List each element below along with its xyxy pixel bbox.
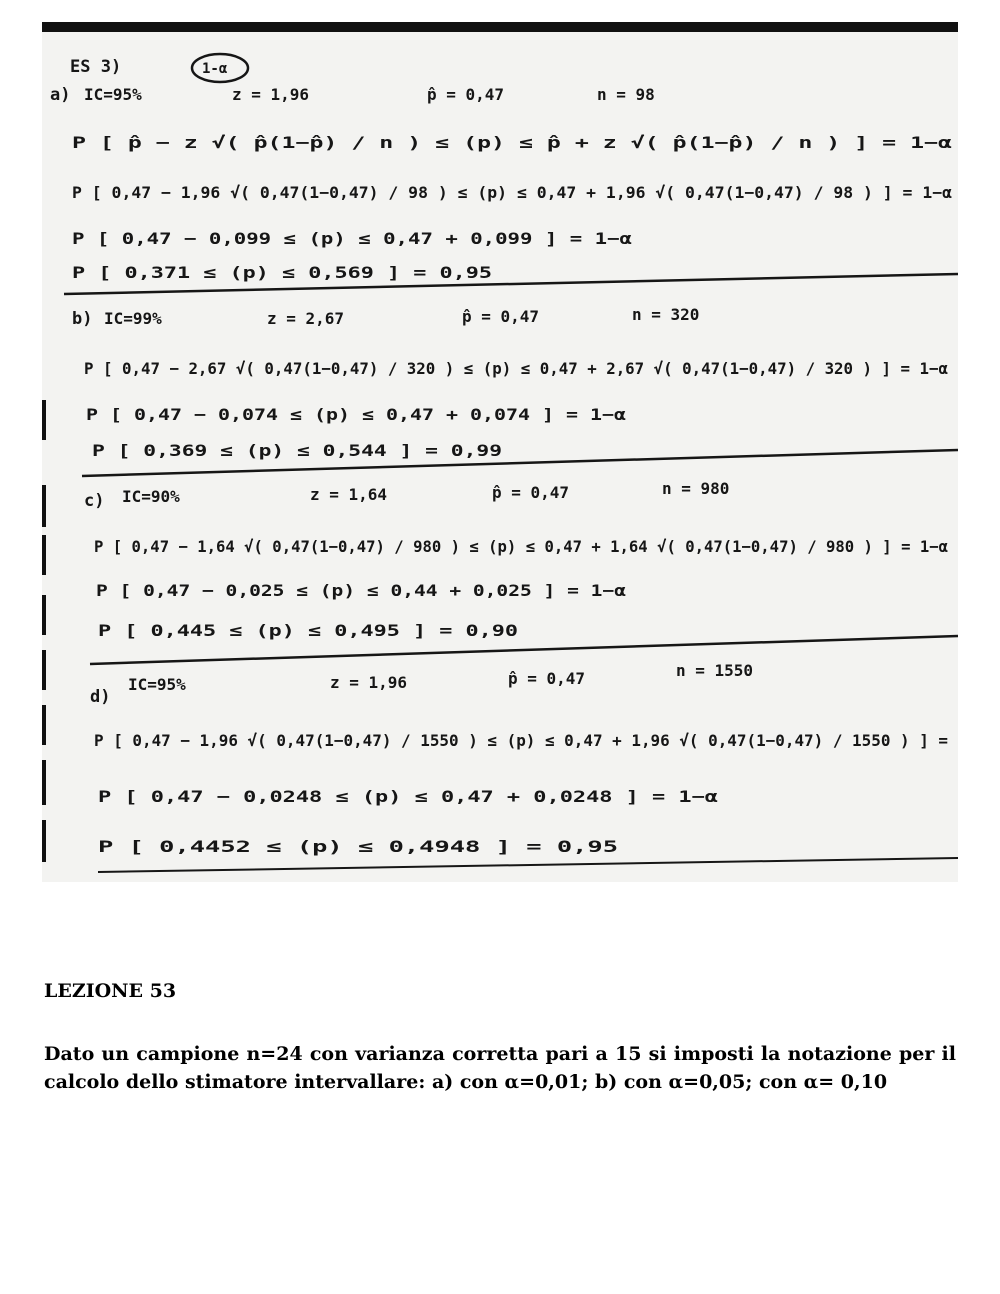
lesson-title: LEZIONE 53	[44, 980, 177, 1002]
formula-result: P [ 0,371 ≤ (p) ≤ 0,569 ] = 0,95	[72, 263, 493, 282]
handwritten-solution-svg	[42, 22, 958, 882]
circled-tag-text: 1-α	[202, 61, 228, 77]
param-n: n = 1550	[676, 661, 754, 680]
param-p-hat: p̂ = 0,47	[508, 669, 586, 688]
section-d	[90, 661, 958, 872]
param-ic: IC=99%	[104, 309, 162, 328]
formula-simplified: P [ 0,47 − 0,0248 ≤ (p) ≤ 0,47 + 0,0248 ] = 1−α	[98, 787, 719, 806]
margin-mark	[42, 705, 46, 745]
section-a	[50, 54, 958, 294]
formula-result: P [ 0,4452 ≤ (p) ≤ 0,4948 ] = 0,95	[98, 837, 618, 856]
param-z: z = 1,96	[330, 673, 408, 692]
param-z: z = 1,64	[310, 485, 388, 504]
margin-mark	[42, 650, 46, 690]
margin-mark	[42, 485, 46, 527]
margin-mark	[42, 595, 46, 635]
param-p-hat: p̂ = 0,47	[462, 307, 540, 326]
param-n: n = 320	[632, 305, 700, 324]
bottom-line	[98, 858, 958, 872]
margin-mark	[42, 535, 46, 575]
section-divider	[90, 636, 958, 664]
formula-substituted: P [ 0,47 − 1,96 √( 0,47(1−0,47) / 98 ) ≤ (p) ≤ 0,47 + 1,96 √( 0,47(1−0,47) / 98 ) ] = 1−α	[72, 183, 953, 202]
part-label: a)	[50, 85, 71, 105]
part-label: d)	[90, 687, 111, 707]
margin-mark	[42, 760, 46, 805]
formula-simplified: P [ 0,47 − 0,074 ≤ (p) ≤ 0,47 + 0,074 ] = 1−α	[86, 405, 627, 424]
param-ic: IC=90%	[122, 487, 180, 506]
margin-mark	[42, 400, 46, 440]
param-ic: IC=95%	[84, 85, 142, 104]
formula-result: P [ 0,369 ≤ (p) ≤ 0,544 ] = 0,99	[92, 441, 502, 460]
formula-general: P [ p̂ − z √( p̂(1−p̂) / n ) ≤ (p) ≤ p̂ + z √( p̂(1−p̂) / n ) ] = 1−α	[72, 133, 953, 152]
param-p-hat: p̂ = 0,47	[492, 483, 570, 502]
part-label: b)	[72, 309, 93, 329]
param-p-hat: p̂ = 0,47	[427, 85, 505, 104]
margin-mark	[42, 820, 46, 862]
param-ic: IC=95%	[128, 675, 186, 694]
formula-simplified: P [ 0,47 − 0,025 ≤ (p) ≤ 0,44 + 0,025 ] = 1−α	[96, 581, 627, 600]
formula-substituted: P [ 0,47 − 1,96 √( 0,47(1−0,47) / 1550 ) ≤ (p) ≤ 0,47 + 1,96 √( 0,47(1−0,47) / 1550 ) ] =	[94, 731, 948, 750]
part-label: c)	[84, 491, 105, 511]
exercise-label: ES 3)	[70, 57, 122, 77]
param-z: z = 1,96	[232, 85, 310, 104]
formula-simplified: P [ 0,47 − 0,099 ≤ (p) ≤ 0,47 + 0,099 ] = 1−α	[72, 229, 633, 248]
exercise-text: Dato un campione n=24 con varianza corretta pari a 15 si imposti la notazione per il calcolo dello stimatore intervallare: a) con α=0,01; b) con α=0,05; con α= 0,10	[44, 1043, 956, 1093]
param-n: n = 98	[597, 85, 655, 104]
section-b	[72, 305, 958, 476]
param-z: z = 2,67	[267, 309, 345, 328]
param-n: n = 980	[662, 479, 730, 498]
section-c	[84, 479, 958, 664]
formula-result: P [ 0,445 ≤ (p) ≤ 0,495 ] = 0,90	[98, 621, 518, 640]
scan-margin-marks	[42, 400, 52, 880]
formula-substituted: P [ 0,47 − 1,64 √( 0,47(1−0,47) / 980 ) ≤ (p) ≤ 0,47 + 1,64 √( 0,47(1−0,47) / 980 ) ] = 1−α	[94, 537, 949, 556]
formula-substituted: P [ 0,47 − 2,67 √( 0,47(1−0,47) / 320 ) ≤ (p) ≤ 0,47 + 2,67 √( 0,47(1−0,47) / 320 ) ] = 1−α	[84, 359, 949, 378]
handwritten-notes-scan	[42, 22, 958, 882]
